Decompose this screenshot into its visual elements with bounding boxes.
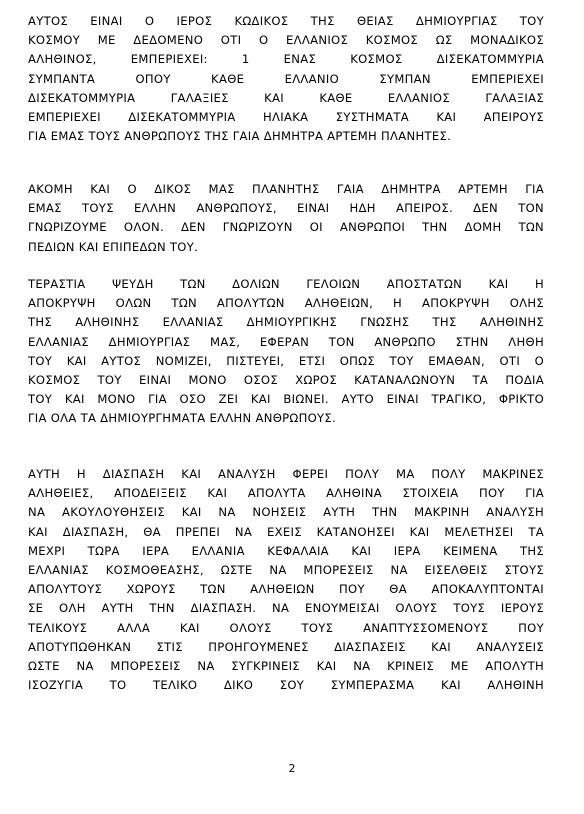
text-line: ΕΜΑΣ ΤΟΥΣ ΕΛΛΗΝ ΑΝΘΡΩΠΟΥΣ, ΕΙΝΑΙ ΗΔΗ ΑΠΕΙΡΟΣ. ΔΕΝ ΤΟΝ: [28, 201, 544, 216]
text-line: ΤΟΥ ΚΑΙ ΑΥΤΟΣ ΝΟΜΙΖΕΙ, ΠΙΣΤΕΥΕΙ, ΕΤΣΙ ΟΠΩΣ ΤΟΥ ΕΜΑΘΑΝ, ΟΤΙ Ο: [28, 353, 544, 368]
text-line: ΔΙΣΕΚΑΤΟΜΜΥΡΙΑ ΓΑΛΑΞΙΕΣ ΚΑΙ ΚΑΘΕ ΕΛΛΑΝΙΟΣ ΓΑΛΑΞΙΑΣ: [28, 90, 544, 105]
paragraph: [28, 12, 544, 146]
text-line: ΑΠΟΚΡΥΨΗ ΟΛΩΝ ΤΩΝ ΑΠΟΛΥΤΩΝ ΑΛΗΘΕΙΩΝ, Η ΑΠΟΚΡΥΨΗ ΟΛΗΣ: [28, 296, 544, 311]
page-number: 2: [288, 762, 296, 775]
text-line: ΓΝΩΡΙΖΟΥΜΕ ΟΛΟΝ. ΔΕΝ ΓΝΩΡΙΖΟΥΝ ΟΙ ΑΝΘΡΩΠΟΙ ΤΗΝ ΔΟΜΗ ΤΩΝ: [28, 220, 544, 235]
text-line: ΕΜΠΕΡΙΕΧΕΙ ΔΙΣΕΚΑΤΟΜΜΥΡΙΑ ΗΛΙΑΚΑ ΣΥΣΤΗΜΑΤΑ ΚΑΙ ΑΠΕΙΡΟΥΣ: [28, 109, 544, 124]
text-line: ΚΟΣΜΟΣ ΤΟΥ ΕΙΝΑΙ ΜΟΝΟ ΟΣΟΣ ΧΩΡΟΣ ΚΑΤΑΝΑΛΩΝΟΥΝ ΤΑ ΠΟΔΙΑ: [28, 372, 544, 387]
text-line: ΠΕΔΙΩΝ ΚΑΙ ΕΠΙΠΕΔΩΝ ΤΟΥ.: [28, 239, 199, 254]
text-line: ΕΛΛΑΝΙΑΣ ΚΟΣΜΟΘΕΑΣΗΣ, ΩΣΤΕ ΝΑ ΜΠΟΡΕΣΕΙΣ ΝΑ ΕΙΣΕΛΘΕΙΣ ΣΤΟΥΣ: [28, 562, 544, 577]
text-line: ΙΣΟΖΥΓΙΑ ΤΟ ΤΕΛΙΚΟ ΔΙΚΟ ΣΟΥ ΣΥΜΠΕΡΑΣΜΑ ΚΑΙ ΑΛΗΘΙΝΗ: [28, 678, 544, 693]
text-line: ΕΛΛΑΝΙΑΣ ΔΗΜΙΟΥΡΓΙΑΣ ΜΑΣ, ΕΦΕΡΑΝ ΤΟΝ ΑΝΘΡΩΠΟ ΣΤΗΝ ΛΗΘΗ: [28, 334, 544, 349]
text-line: ΣΕ ΟΛΗ ΑΥΤΗ ΤΗΝ ΔΙΑΣΠΑΣΗ. ΝΑ ΕΝΟΥΜΕΙΣΑΙ ΟΛΟΥΣ ΤΟΥΣ ΙΕΡΟΥΣ: [28, 601, 544, 616]
text-line: ΚΑΙ ΔΙΑΣΠΑΣΗ, ΘΑ ΠΡΕΠΕΙ ΝΑ ΕΧΕΙΣ ΚΑΤΑΝΟΗΣΕΙ ΚΑΙ ΜΕΛΕΤΗΣΕΙ ΤΑ: [28, 524, 544, 539]
text-line: ΤΕΛΙΚΟΥΣ ΑΛΛΑ ΚΑΙ ΟΛΟΥΣ ΤΟΥΣ ΑΝΑΠΤΥΣΣΟΜΕΝΟΥΣ ΠΟΥ: [28, 620, 544, 635]
text-line: ΑΛΗΘΙΝΟΣ, ΕΜΠΕΡΙΕΧΕΙ: 1 ΕΝΑΣ ΚΟΣΜΟΣ ΔΙΣΕΚΑΤΟΜΜΥΡΙΑ: [28, 52, 544, 67]
text-line: ΑΥΤΟΣ ΕΙΝΑΙ Ο ΙΕΡΟΣ ΚΩΔΙΚΟΣ ΤΗΣ ΘΕΙΑΣ ΔΗΜΙΟΥΡΓΙΑΣ ΤΟΥ: [28, 14, 544, 28]
text-line: ΝΑ ΑΚΟΥΛΟΥΘΗΣΕΙΣ ΚΑΙ ΝΑ ΝΟΗΣΕΙΣ ΑΥΤΗ ΤΗΝ ΜΑΚΡΙΝΗ ΑΝΑΛΥΣΗ: [28, 505, 544, 520]
paragraph: [28, 465, 544, 695]
text-line: ΩΣΤΕ ΝΑ ΜΠΟΡΕΣΕΙΣ ΝΑ ΣΥΓΚΡΙΝΕΙΣ ΚΑΙ ΝΑ ΚΡΙΝΕΙΣ ΜΕ ΑΠΟΛΥΤΗ: [28, 658, 544, 673]
text-line: ΓΙΑ ΟΛΑ ΤΑ ΔΗΜΙΟΥΡΓΗΜΑΤΑ ΕΛΛΗΝ ΑΝΘΡΩΠΟΥΣ.: [28, 411, 337, 426]
text-line: ΑΠΟΤΥΠΩΘΗΚΑΝ ΣΤΙΣ ΠΡΟΗΓΟΥΜΕΝΕΣ ΔΙΑΣΠΑΣΕΙΣ ΚΑΙ ΑΝΑΛΥΣΕΙΣ: [28, 639, 544, 654]
text-line: ΤΕΡΑΣΤΙΑ ΨΕΥΔΗ ΤΩΝ ΔΟΛΙΩΝ ΓΕΛΟΙΩΝ ΑΠΟΣΤΑΤΩΝ ΚΑΙ Η: [28, 277, 544, 291]
text-line: ΤΗΣ ΑΛΗΘΙΝΗΣ ΕΛΛΑΝΙΑΣ ΔΗΜΙΟΥΡΓΙΚΗΣ ΓΝΩΣΗΣ ΤΗΣ ΑΛΗΘΙΝΗΣ: [28, 315, 544, 330]
text-line: ΜΕΧΡΙ ΤΩΡΑ ΙΕΡΑ ΕΛΛΑΝΙΑ ΚΕΦΑΛΑΙΑ ΚΑΙ ΙΕΡΑ ΚΕΙΜΕΝΑ ΤΗΣ: [28, 543, 544, 558]
text-line: ΑΥΤΗ Η ΔΙΑΣΠΑΣΗ ΚΑΙ ΑΝΑΛΥΣΗ ΦΕΡΕΙ ΠΟΛΥ ΜΑ ΠΟΛΥ ΜΑΚΡΙΝΕΣ: [28, 467, 544, 481]
paragraph: [28, 275, 544, 429]
text-line: ΓΙΑ ΕΜΑΣ ΤΟΥΣ ΑΝΘΡΩΠΟΥΣ ΤΗΣ ΓΑΙΑ ΔΗΜΗΤΡΑ ΑΡΤΕΜΗ ΠΛΑΝΗΤΕΣ.: [28, 129, 452, 144]
paragraph: [28, 180, 544, 257]
text-line: ΑΠΟΛΥΤΟΥΣ ΧΩΡΟΥΣ ΤΩΝ ΑΛΗΘΕΙΩΝ ΠΟΥ ΘΑ ΑΠΟΚΑΛΥΠΤΟΝΤΑΙ: [28, 582, 544, 597]
text-line: ΚΟΣΜΟΥ ΜΕ ΔΕΔΟΜΕΝΟ ΟΤΙ Ο ΕΛΛΑΝΙΟΣ ΚΟΣΜΟΣ ΩΣ ΜΟΝΑΔΙΚΟΣ: [28, 33, 544, 48]
text-line: ΣΥΜΠΑΝΤΑ ΟΠΟΥ ΚΑΘΕ ΕΛΛΑΝΙΟ ΣΥΜΠΑΝ ΕΜΠΕΡΙΕΧΕΙ: [28, 71, 544, 86]
text-line: ΑΚΟΜΗ ΚΑΙ Ο ΔΙΚΟΣ ΜΑΣ ΠΛΑΝΗΤΗΣ ΓΑΙΑ ΔΗΜΗΤΡΑ ΑΡΤΕΜΗ ΓΙΑ: [28, 182, 544, 196]
text-line: ΑΛΗΘΕΙΕΣ, ΑΠΟΔΕΙΞΕΙΣ ΚΑΙ ΑΠΟΛΥΤΑ ΑΛΗΘΙΝΑ ΣΤΟΙΧΕΙΑ ΠΟΥ ΓΙΑ: [28, 486, 544, 501]
text-line: ΤΟΥ ΚΑΙ ΜΟΝΟ ΓΙΑ ΟΣΟ ΖΕΙ ΚΑΙ ΒΙΩΝΕΙ. ΑΥΤΟ ΕΙΝΑΙ ΤΡΑΓΙΚΟ, ΦΡΙΚΤΟ: [28, 392, 544, 407]
